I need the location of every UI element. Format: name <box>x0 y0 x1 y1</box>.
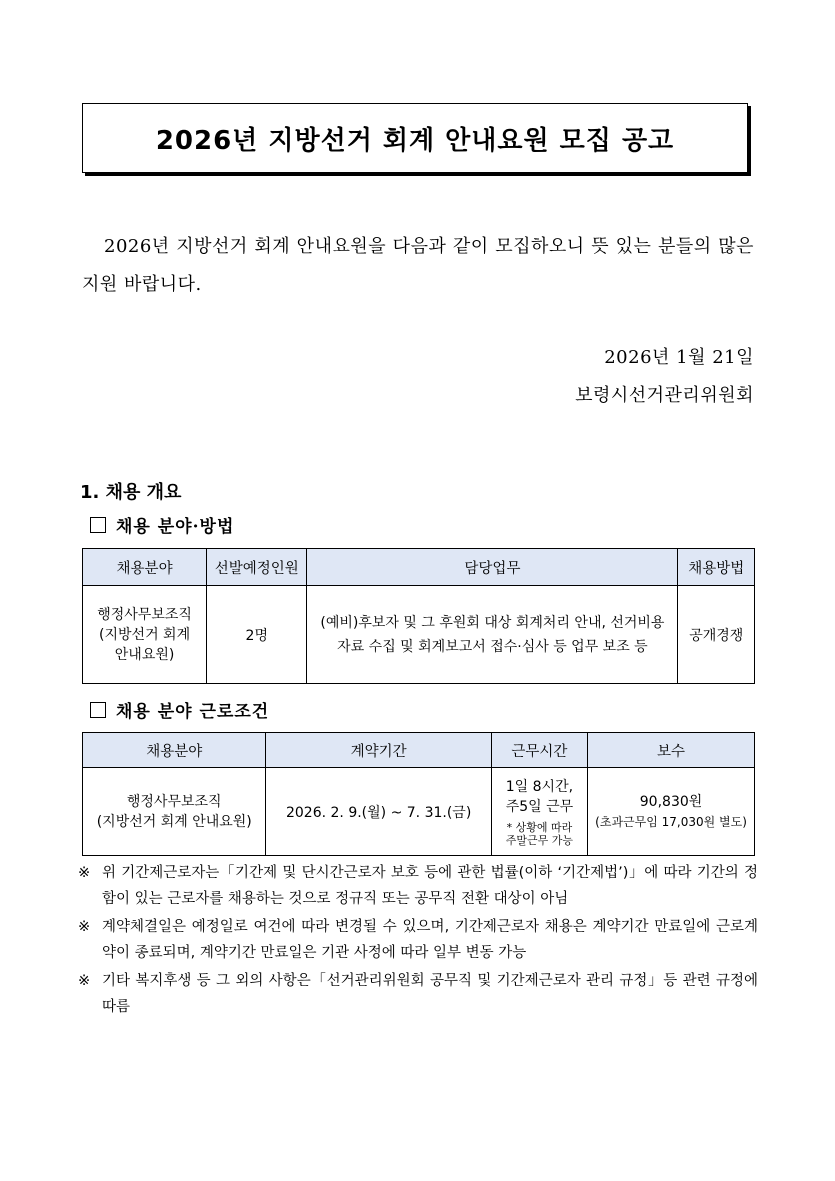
table-cell-period: 2026. 2. 9.(월) ~ 7. 31.(금) <box>266 768 491 856</box>
note-mark: ※ <box>78 919 91 935</box>
table-cell-method: 공개경쟁 <box>678 586 755 684</box>
table-header: 선발예정인원 <box>207 549 307 586</box>
table-header: 근무시간 <box>491 733 587 768</box>
note-text: 위 기간제근로자는「기간제 및 단시간근로자 보호 등에 관한 법률(이하 ‘기간제법’)」에 따라 기간의 정함이 있는 근로자를 채용하는 것으로 정규직 또는 공무직 전환 대상이 아님 <box>102 865 758 907</box>
list-item <box>78 914 758 966</box>
table-cell-pay: 90,830원 (초과근무임 17,030원 별도) <box>588 768 755 856</box>
subsection-recruitment-method <box>90 512 234 537</box>
notice-date: 2026년 1월 21일 <box>604 347 754 368</box>
subsection-label: 채용 분야·방법 <box>116 517 235 537</box>
table-header: 계약기간 <box>266 733 491 768</box>
list-item <box>78 968 758 1020</box>
table-cell-duty: (예비)후보자 및 그 후원회 대상 회계처리 안내, 선거비용 자료 수집 및 회계보고서 접수·심사 등 업무 보조 등 <box>307 586 678 684</box>
notes-list <box>78 860 758 1022</box>
table-cell-field: 행정사무보조직 (지방선거 회계 안내요원) <box>83 586 207 684</box>
intro-text: 2026년 지방선거 회계 안내요원을 다음과 같이 모집하오니 뜻 있는 분들의 많은 지원 바랍니다. <box>82 236 754 295</box>
square-bullet-icon <box>90 702 106 718</box>
table-header: 담당업무 <box>307 549 678 586</box>
section-heading: 1. 채용 개요 <box>80 482 182 503</box>
square-bullet-icon <box>90 517 106 533</box>
table-cell-hours: 1일 8시간, 주5일 근무 * 상황에 따라 주말근무 가능 <box>491 768 587 856</box>
table-header: 보수 <box>588 733 755 768</box>
table-header: 채용분야 <box>83 549 207 586</box>
list-item <box>78 860 758 912</box>
work-conditions-table <box>82 732 755 856</box>
subsection-work-conditions <box>90 697 269 722</box>
organization-name: 보령시선거관리위원회 <box>575 385 754 406</box>
table-row <box>83 768 755 856</box>
note-text: 계약체결일은 예정일로 여건에 따라 변경될 수 있으며, 기간제근로자 채용은 계약기간 만료일에 근로계약이 종료되며, 계약기간 만료일은 기관 사정에 따라 일부 변동 가능 <box>102 919 758 961</box>
note-mark: ※ <box>78 973 91 989</box>
note-mark: ※ <box>78 865 91 881</box>
table-header: 채용분야 <box>83 733 266 768</box>
table-row <box>83 586 755 684</box>
intro-paragraph <box>82 228 754 304</box>
table-cell-field: 행정사무보조직 (지방선거 회계 안내요원) <box>83 768 266 856</box>
note-text: 기타 복지후생 등 그 외의 사항은「선거관리위원회 공무직 및 기간제근로자 관리 규정」등 관련 규정에 따름 <box>102 973 758 1015</box>
recruitment-table <box>82 548 755 684</box>
page-title: 2026년 지방선거 회계 안내요원 모집 공고 <box>82 103 748 173</box>
subsection-label: 채용 분야 근로조건 <box>116 702 270 722</box>
table-header: 채용방법 <box>678 549 755 586</box>
table-cell-count: 2명 <box>207 586 307 684</box>
